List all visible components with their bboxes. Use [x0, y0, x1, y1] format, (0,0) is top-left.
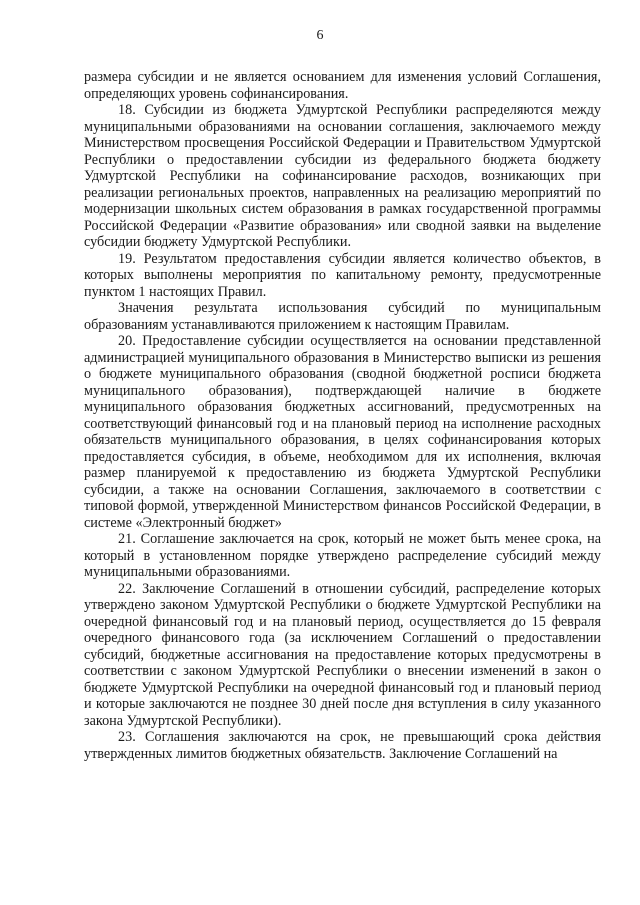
paragraph-item-21: 21. Соглашение заключается на срок, который не может быть менее срока, на который в установленном порядке утверждено распределение субсидий между муниципальными образованиями. [84, 531, 601, 580]
paragraph-item-19: 19. Результатом предоставления субсидии является количество объектов, в которых выполнены мероприятия по капитальному ремонту, предусмотренные пунктом 1 настоящих Правил. [84, 250, 601, 300]
paragraph-item-18: 18. Субсидии из бюджета Удмуртской Республики распределяются между муниципальными образованиями на основании соглашения, заключаемого между Министерством просвещения Российской Федерации и Правительством Удмуртской Республики о предоставлении субсидии из федерального бюджета бюджету Удмуртской Республики на софинансирование расходов, возникающих при реализации региональных проектов, направленных на реализацию мероприятий по модернизации школьных систем образования в рамках государственной программы Российской Федерации «Развитие образования» или сводной заявки на выделение субсидии бюджету Удмуртской Республики. [84, 102, 601, 250]
page-number: 6 [316, 28, 324, 43]
paragraph-item-22: 22. Заключение Соглашений в отношении субсидий, распределение которых утверждено законом Удмуртской Республики о бюджете Удмуртской Республики на очередной финансовый год и на плановый период, осуществляется до 15 февраля очередного финансового года (за исключением Соглашений о предоставлении субсидий, бюджетные ассигнования на предоставление которых предусмотрены в соответствии с законом Удмуртской Республики о внесении изменений в закон о бюджете Удмуртской Республики на очередной финансовый год и плановый период и которые заключаются не позднее 30 дней после дня вступления в силу указанного закона Удмуртской Республики). [84, 580, 601, 729]
paragraph-item-20: 20. Предоставление субсидии осуществляется на основании представленной администрацией муниципального образования в Министерство выписки из решения о бюджете муниципального образования (сводной бюджетной росписи бюджета муниципального образования), подтверждающей наличие в бюджете муниципального образования бюджетных ассигнований, предусмотренных на соответствующий финансовый год и на плановый период на исполнение расходных обязательств муниципального образования, в целях софинансирования которых предоставляется субсидия, в объеме, необходимом для их исполнения, включая размер планируемой к предоставлению из бюджета Удмуртской Республики субсидии, а также на основании Соглашения, заключаемого в соответствии с типовой формой, утвержденной Министерством финансов Российской Федерации, в системе «Электронный бюджет» [84, 333, 601, 531]
paragraph-item-23: 23. Соглашения заключаются на срок, не превышающий срока действия утвержденных лимитов бюджетных обязательств. Заключение Соглашений на [84, 729, 601, 762]
paragraph-continuation: размера субсидии и не является основанием для изменения условий Соглашения, определяющих уровень софинансирования. [84, 69, 601, 102]
paragraph-result-values: Значения результата использования субсидий по муниципальным образованиям устанавливаются приложением к настоящим Правилам. [84, 300, 601, 333]
document-body [84, 69, 601, 762]
